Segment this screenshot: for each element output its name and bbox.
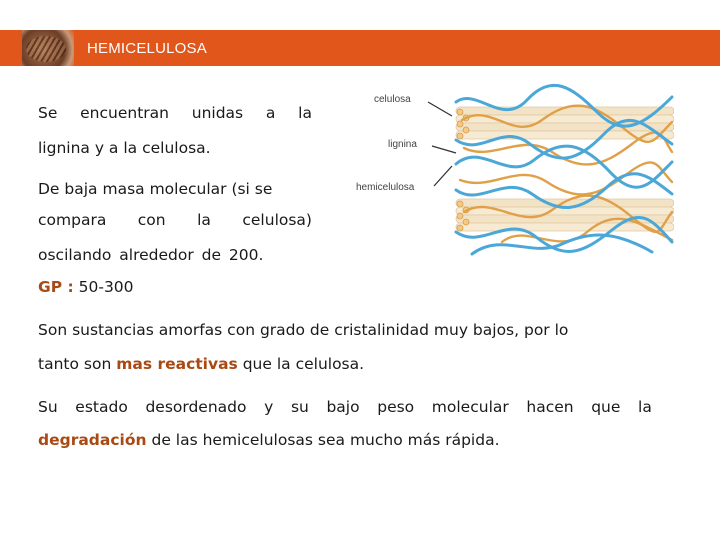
highlight-mas-reactivas: mas reactivas — [116, 355, 238, 373]
paragraph-3-line-1 — [38, 400, 652, 415]
word: que — [591, 398, 621, 416]
label-lignina: lignina — [388, 139, 417, 150]
text-segment: que la celulosa. — [242, 355, 365, 373]
word: su — [290, 398, 309, 416]
word: peso — [377, 398, 415, 416]
word: la — [638, 398, 652, 416]
text-line-3: De baja masa molecular (si se — [38, 180, 273, 198]
word: molecular — [431, 398, 509, 416]
word: a — [265, 104, 276, 122]
word: compara — [38, 211, 107, 229]
gp-value: 50-300 — [78, 278, 134, 296]
page-title: HEMICELULOSA — [87, 40, 207, 57]
word: encuentran — [80, 104, 169, 122]
word: Su — [38, 398, 58, 416]
word: unidas — [191, 104, 244, 122]
label-celulosa: celulosa — [374, 94, 411, 105]
word: estado — [75, 398, 128, 416]
highlight-degradacion: degradación — [38, 431, 147, 449]
text-line-1 — [38, 106, 312, 121]
word: celulosa) — [242, 211, 312, 229]
lignocellulose-structure-diagram — [352, 82, 674, 258]
text-segment: de las hemicelulosas sea mucho más rápida. — [151, 431, 500, 449]
text-line-2: lignina y a la celulosa. — [38, 139, 211, 157]
paragraph-3-line-2 — [38, 433, 500, 448]
word: la — [197, 211, 211, 229]
word: bajo — [326, 398, 360, 416]
text-segment: tanto son — [38, 355, 112, 373]
label-hemicelulosa: hemicelulosa — [356, 182, 415, 193]
wood-texture-image — [22, 30, 74, 66]
gp-label: GP : — [38, 278, 74, 296]
paragraph-2-line-2 — [38, 357, 364, 372]
word: y — [264, 398, 274, 416]
word: desordenado — [145, 398, 247, 416]
paragraph-2-line-1: Son sustancias amorfas con grado de cristalinidad muy bajos, por lo — [38, 321, 569, 339]
gp-line — [38, 280, 134, 295]
word: la — [298, 104, 312, 122]
text-line-4 — [38, 213, 312, 228]
word: con — [137, 211, 166, 229]
word: Se — [38, 104, 58, 122]
text-line-5: oscilando alrededor de 200. — [38, 246, 264, 264]
cellulose-bundle-bottom — [456, 199, 674, 231]
word: hacen — [526, 398, 574, 416]
